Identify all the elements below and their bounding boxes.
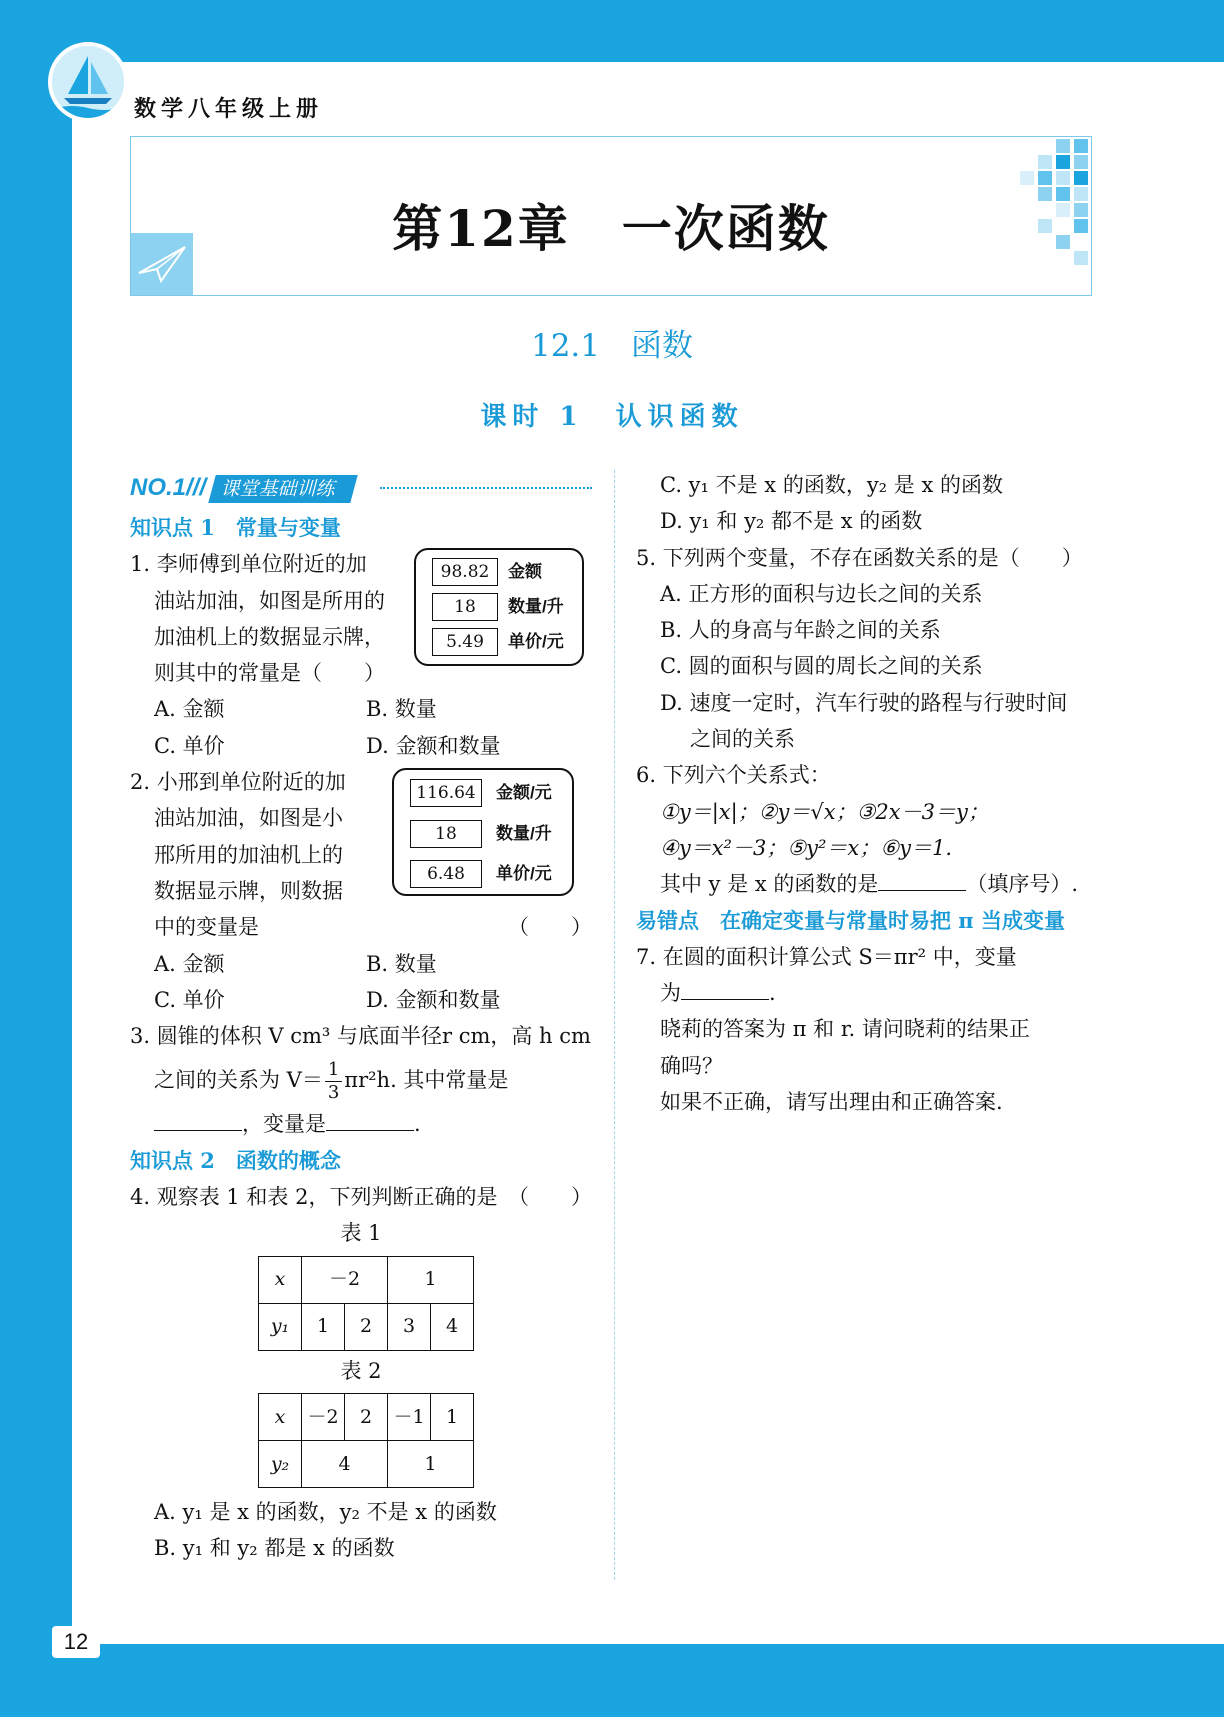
table-cell: 1	[388, 1256, 474, 1303]
table-caption: 表 1	[340, 1221, 382, 1246]
q3-text-end: .	[414, 1112, 421, 1137]
option-d: D. 金额和数量	[366, 987, 501, 1012]
option-d-continued: 之间的关系	[690, 727, 795, 752]
banner-label: 课堂基础训练	[208, 475, 358, 503]
option-c: C. 圆的面积与圆的周长之间的关系	[660, 654, 983, 679]
knowledge-point-heading: 知识点 1 常量与变量	[130, 515, 341, 540]
question-3	[130, 1018, 592, 1143]
display-quantity-value: 18	[432, 593, 498, 621]
option-d: D. 速度一定时，汽车行驶的路程与行驶时间	[660, 690, 1068, 715]
fraction	[325, 1059, 342, 1104]
display-price-value: 5.49	[432, 628, 498, 656]
question-1	[130, 546, 592, 764]
bottom-band	[0, 1644, 1224, 1717]
q3-formula-prefix: 之间的关系为 V＝	[154, 1068, 323, 1093]
q6-ask	[636, 866, 1098, 902]
q1-line: 加油机上的数据显示牌，	[154, 624, 385, 649]
slash-stripes-icon: ///	[186, 474, 207, 501]
q7-text: 为	[660, 981, 681, 1006]
q6-ask-text: 其中 y 是 x 的函数的是	[660, 872, 879, 897]
pump-display-panel-1	[414, 548, 584, 666]
table-cell: 2	[345, 1303, 388, 1350]
table-cell: 2	[345, 1393, 388, 1440]
table-cell: 3	[388, 1303, 431, 1350]
option-c: C. 单价	[154, 987, 225, 1012]
q6-ask-suffix: （填序号）.	[966, 872, 1079, 897]
q4-stem	[130, 1179, 592, 1215]
table-cell: 4	[302, 1440, 388, 1487]
q1-options	[130, 728, 592, 764]
question-2	[130, 764, 592, 1018]
mosaic-decoration-icon	[996, 137, 1091, 297]
q1-line: 1. 李师傅到单位附近的加	[130, 552, 367, 577]
answer-blank[interactable]	[878, 866, 966, 891]
option-a: A. y₁ 是 x 的函数，y₂ 不是 x 的函数	[154, 1499, 497, 1524]
answer-blank[interactable]	[681, 975, 769, 1000]
q7-line: 如果不正确，请写出理由和正确答案.	[660, 1090, 1003, 1115]
banner-dotted-line	[380, 487, 592, 489]
error-point-heading: 易错点 在确定变量与常量时易把 π 当成变量	[636, 907, 1065, 933]
banner-number: NO.1	[130, 474, 187, 501]
section-title: 12.1 函数	[530, 328, 694, 364]
page-number: 12	[52, 1626, 100, 1658]
book-title: 数学八年级上册	[134, 96, 324, 122]
table-cell: x	[259, 1393, 302, 1440]
q7-line	[636, 975, 1098, 1011]
q3-line	[130, 1054, 592, 1106]
display-price-label: 单价/元	[508, 632, 564, 652]
answer-paren: （ ）	[508, 915, 592, 940]
q1-line: 油站加油，如图是所用的	[154, 588, 385, 613]
table-cell: 1	[431, 1393, 474, 1440]
option-b: B. 数量	[366, 951, 437, 976]
q2-line-text: 中的变量是	[154, 915, 259, 940]
q3-formula-suffix: πr²h. 其中常量是	[344, 1068, 509, 1093]
q7-line: 晓莉的答案为 π 和 r. 请问晓莉的结果正	[660, 1017, 1030, 1042]
display-quantity-label: 数量/升	[496, 823, 552, 843]
question-5	[636, 540, 1098, 758]
display-amount-value: 98.82	[432, 558, 498, 586]
display-quantity-label: 数量/升	[508, 597, 564, 617]
q5-stem: 5. 下列两个变量，不存在函数关系的是（ ）	[636, 545, 1083, 570]
q6-equations: ④y＝x²－3；⑤y²＝x；⑥y＝1.	[660, 835, 952, 860]
option-b: B. y₁ 和 y₂ 都是 x 的函数	[154, 1536, 395, 1561]
option-a: A. 金额	[154, 951, 225, 976]
table-cell: 1	[302, 1303, 345, 1350]
table-cell: －2	[302, 1256, 388, 1303]
option-a: A. 金额	[154, 697, 225, 722]
table-2	[258, 1393, 474, 1488]
right-column	[636, 467, 1098, 1120]
q6-equations: ①y＝|x|；②y＝√x；③2x－3＝y；	[660, 799, 989, 824]
q2-line: 邢所用的加油机上的	[154, 842, 343, 867]
option-d: D. 金额和数量	[366, 733, 501, 758]
q3-line	[130, 1106, 592, 1142]
q1-line: 则其中的常量是（ ）	[154, 661, 385, 686]
q3-text: ，变量是	[242, 1112, 326, 1137]
option-a: A. 正方形的面积与边长之间的关系	[660, 581, 983, 606]
table-cell: －1	[388, 1393, 431, 1440]
option-c: C. y₁ 不是 x 的函数，y₂ 是 x 的函数	[660, 473, 1003, 497]
knowledge-point-heading: 知识点 2 函数的概念	[130, 1147, 341, 1173]
sailboat-logo-icon	[48, 42, 128, 122]
fraction-numerator: 1	[325, 1059, 342, 1082]
display-price-value: 6.48	[410, 860, 482, 888]
q2-options	[130, 946, 592, 982]
display-amount-value: 116.64	[410, 779, 482, 807]
q2-line: 2. 小邢到单位附近的加	[130, 770, 346, 795]
q2-options	[130, 982, 592, 1018]
table-cell: x	[259, 1256, 302, 1303]
table-cell: 1	[388, 1440, 474, 1487]
q4-stem-text: 4. 观察表 1 和表 2，下列判断正确的是	[130, 1185, 498, 1210]
table-cell: 4	[431, 1303, 474, 1350]
q2-line: 数据显示牌，则数据	[154, 878, 343, 903]
table-caption: 表 2	[340, 1358, 382, 1383]
q2-line: 油站加油，如图是小	[154, 806, 343, 831]
left-column	[130, 470, 592, 1567]
column-divider	[614, 470, 615, 1580]
q1-options	[130, 691, 592, 727]
fraction-denominator: 3	[327, 1082, 340, 1104]
q7-text-end: .	[769, 981, 776, 1006]
table-cell: y₂	[259, 1440, 302, 1487]
question-6	[636, 757, 1098, 902]
q7-line: 确吗？	[660, 1053, 723, 1078]
chapter-title: 第12章 一次函数	[392, 199, 830, 258]
option-b: B. 数量	[366, 697, 437, 722]
paper-plane-icon	[131, 233, 193, 295]
q2-line	[130, 909, 592, 945]
option-d: D. y₁ 和 y₂ 都不是 x 的函数	[660, 509, 923, 534]
option-c: C. 单价	[154, 733, 225, 758]
q6-stem: 6. 下列六个关系式：	[636, 763, 831, 788]
display-amount-label: 金额/元	[496, 782, 552, 802]
answer-blank[interactable]	[154, 1106, 242, 1131]
q3-line: 3. 圆锥的体积 V cm³ 与底面半径r cm，高 h cm	[130, 1024, 591, 1049]
display-quantity-value: 18	[410, 820, 482, 848]
display-amount-label: 金额	[508, 562, 542, 582]
question-7	[636, 939, 1098, 1120]
table-cell: －2	[302, 1393, 345, 1440]
display-price-label: 单价/元	[496, 863, 552, 883]
chapter-banner	[130, 136, 1092, 296]
pump-display-panel-2	[392, 768, 574, 896]
table-cell: y₁	[259, 1303, 302, 1350]
q7-line: 7. 在圆的面积计算公式 S＝πr² 中，变量	[636, 944, 1017, 969]
table-1	[258, 1256, 474, 1351]
question-4	[130, 1179, 592, 1566]
exercise-banner	[130, 470, 592, 504]
answer-paren: （ ）	[508, 1185, 592, 1210]
lesson-title: 课时 1 认识函数	[480, 402, 744, 432]
option-b: B. 人的身高与年龄之间的关系	[660, 618, 941, 643]
answer-blank[interactable]	[326, 1106, 414, 1131]
